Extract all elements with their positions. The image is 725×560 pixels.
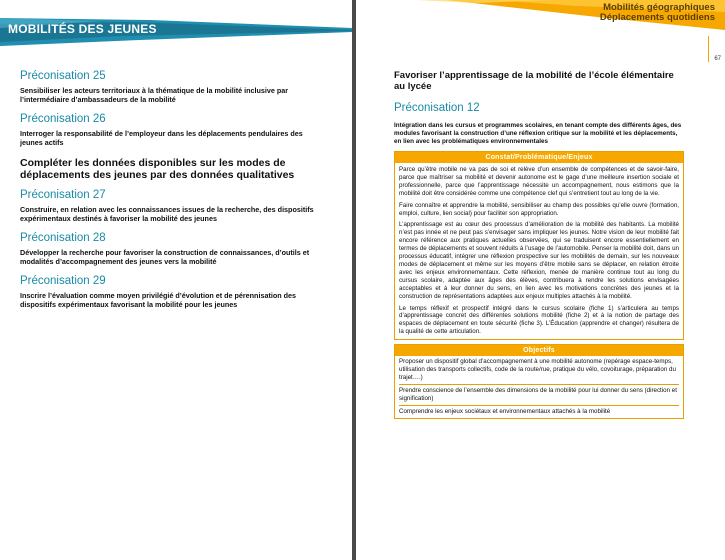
preconisation-title: Préconisation 29 [20, 275, 106, 287]
preconisation-title: Préconisation 26 [20, 113, 106, 125]
constat-paragraph: Parce qu’être mobile ne va pas de soi et relève d’un ensemble de compétences et de savoir-faire, parce que maîtriser sa mobilité et devenir autonome est le gage d’une meilleure insertion sociale et professionnelle, parce que l’apprentissage nécessite un accompagnement, nous estimons que la mobilité doit être considérée comme une compétence clef qui s’entretient tout au long de la vie. [399, 166, 679, 197]
preconisation-25 [20, 70, 316, 104]
preconisation-text: Développer la recherche pour favoriser la construction de connaissances, d’outils et modalités d’accompagnement des jeunes vers la mobilité [20, 248, 310, 266]
constat-box-heading: Constat/Problématique/Enjeux [395, 152, 683, 163]
preconisation-text: Sensibiliser les acteurs territoriaux à la thématique de la mobilité inclusive par l’intermédiaire d’ambassadeurs de la mobilité [20, 86, 289, 104]
preconisation-28 [20, 232, 316, 266]
right-header-title [600, 3, 715, 23]
objectifs-box [394, 344, 684, 418]
header-line-2: Déplacements quotidiens [599, 12, 715, 23]
right-page [356, 0, 725, 560]
left-content [20, 70, 316, 318]
header-line-1: Mobilités géographiques [603, 2, 715, 13]
objectifs-box-heading: Objectifs [395, 345, 683, 356]
preconisation-text: Construire, en relation avec les connaissances issues de la recherche, des dispositifs expérimentaux destinés à favoriser la mobilité des jeunes [20, 205, 314, 223]
constat-paragraph: Faire connaître et apprendre la mobilité, sensibiliser au champ des possibles qu’elle ouvre (formation, emploi, culture, lien social) pour faciliter son appropriation. [399, 201, 679, 217]
preconisation-text: Interroger la responsabilité de l’employeur dans les déplacements pendulaires des jeunes actifs [20, 129, 303, 147]
preconisation-title: Préconisation 27 [20, 189, 106, 201]
page-number: 67 [714, 56, 721, 62]
preconisation-title: Préconisation 12 [394, 102, 480, 114]
left-page [0, 0, 352, 560]
preconisation-26 [20, 113, 316, 147]
objectif-item [399, 385, 679, 406]
constat-paragraph: Le temps réflexif et prospectif intégré dans le cursus scolaire (fiche 1) s’articulera au temps d’apprentissage concret des différentes solutions mobilité (fiche 2) et à la notion de partage des espaces de déplacement en toute sécurité (fiche 3). L’Éducation (apprendre et changer) résultera de la qualité de cette articulation. [399, 304, 679, 336]
preconisation-27 [20, 189, 316, 223]
left-header-title: MOBILITÉS DES JEUNES [8, 22, 157, 36]
preconisation-title: Préconisation 28 [20, 232, 106, 244]
objectifs-box-body [395, 356, 683, 417]
constat-box-body [395, 163, 683, 339]
constat-paragraph: L’apprentissage est au cœur des processus d’amélioration de la mobilité des habitants. La mobilité n’est pas innée et ne peut pas s’envisager sans impliquer les jeunes. Notre vision de leur mobilité fait encore référence aux pratiques actuelles observées, qui se traduisent encore essentiellement en termes de déplacements et souvent réduits à l’usage de l’automobile. Penser la mobilité doit, dans un processus éducatif, intégrer une réflexion prospective sur les mobilités de demain, sur les nouveaux modes de déplacement et même sur les moyens d’être mobile sans se déplacer, en relation étroite avec les enjeux environnementaux. Cette réflexion, menée de manière continue tout au long du cursus scolaire, adaptée aux âges des élèves, contribuera à rendre les solutions envisagées acceptables et à leur donner du sens, en lien avec les motivations concrètes des jeunes et la construction de représentations adaptées aux enjeux multiples attachés à la mobilité. [399, 221, 679, 300]
section-heading: Compléter les données disponibles sur les modes de déplacements des jeunes par des données qualitatives [20, 157, 295, 181]
section-heading: Favoriser l’apprentissage de la mobilité de l’école élémentaire au lycée [394, 70, 674, 92]
constat-box [394, 151, 684, 340]
preconisation-title: Préconisation 25 [20, 70, 106, 82]
objectif-text: Comprendre les enjeux sociétaux et environnementaux attachés à la mobilité [399, 407, 611, 415]
objectif-text: Proposer un dispositif global d’accompagnement à une mobilité autonome (repérage espace-temps, utilisation des transports collectifs, code de la route/rue, pratique du vélo, covoiturage, préparation du trajet….) [399, 358, 676, 381]
preconisation-text: Inscrire l’évaluation comme moyen privilégié d’évolution et de pérennisation des dispositifs expérimentaux favorisant la mobilité pour les jeunes [20, 291, 296, 309]
preconisation-lead-text: Intégration dans les cursus et programmes scolaires, en tenant compte des différents âges, des modules favorisant la construction d’une réflexion critique sur la mobilité et les déplacements, en lien avec les problématiques environnementales [394, 122, 682, 145]
objectif-item [399, 406, 679, 418]
header-divider [708, 36, 709, 62]
right-content [394, 70, 684, 423]
objectif-item [399, 356, 679, 385]
preconisation-29 [20, 275, 316, 309]
objectif-text: Prendre conscience de l’ensemble des dimensions de la mobilité pour lui donner du sens (direction et signification) [399, 386, 677, 402]
